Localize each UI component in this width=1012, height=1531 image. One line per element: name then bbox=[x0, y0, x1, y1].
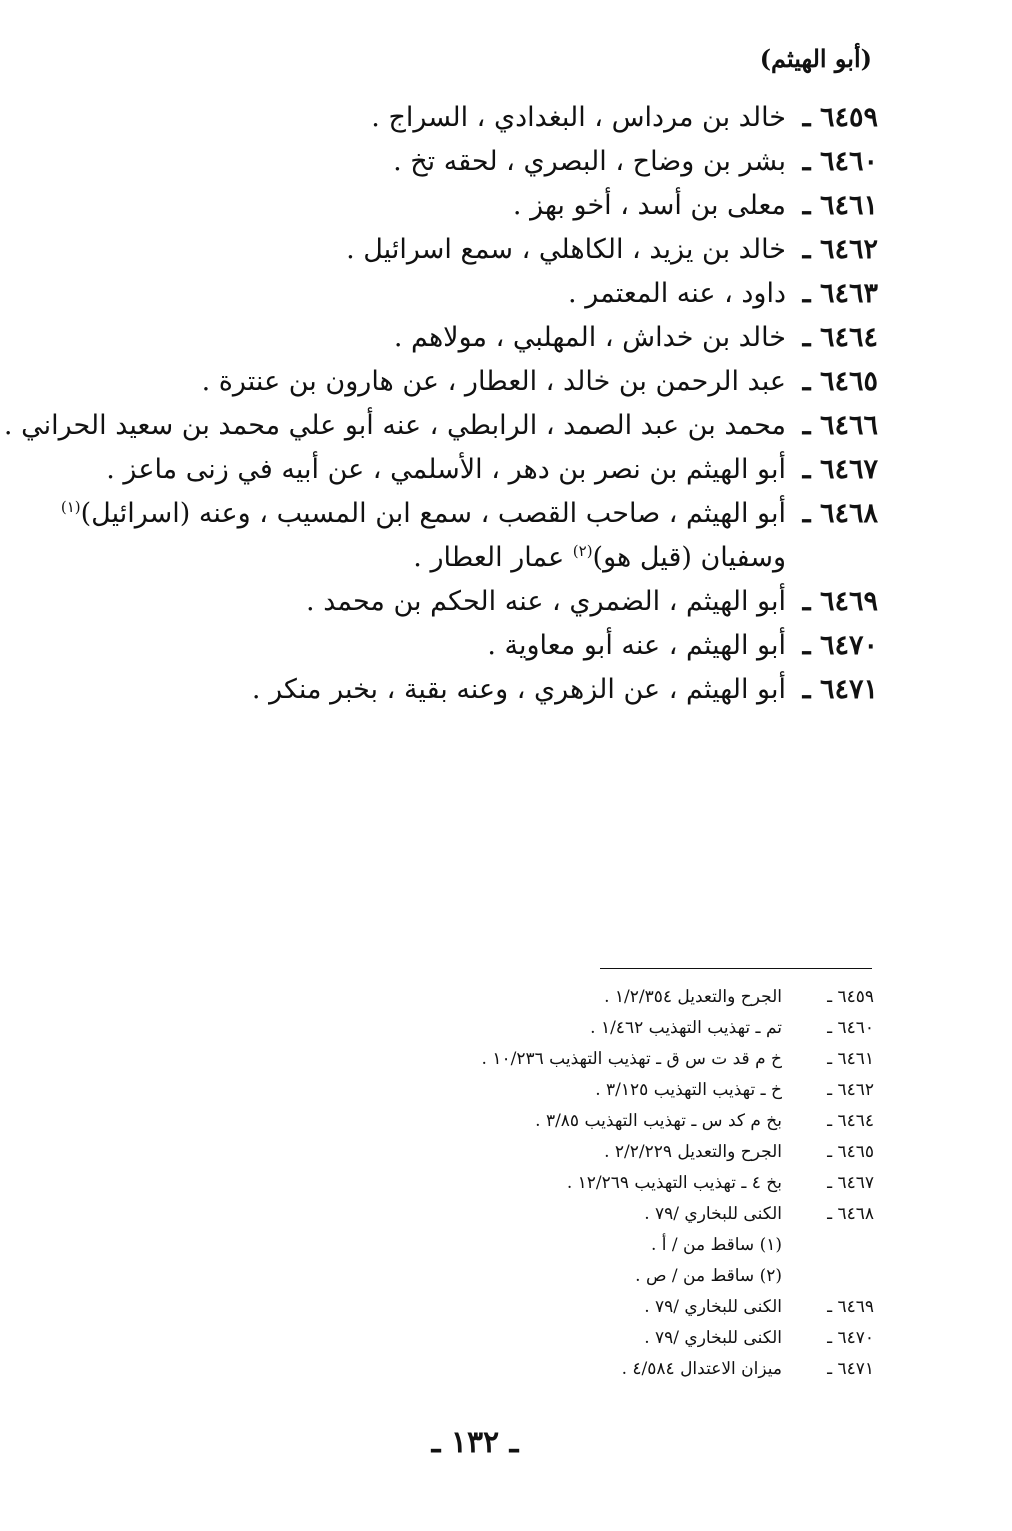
entry-number: ٦٤٦٤ ـ bbox=[802, 322, 878, 353]
footnote-number: ٦٤٦٢ ـ bbox=[827, 1080, 874, 1100]
footnote-number: ٦٤٦٩ ـ bbox=[827, 1297, 874, 1317]
footnote-number bbox=[782, 1261, 874, 1292]
entry-text: أبو الهيثم ، صاحب القصب ، سمع ابن المسيب ، وعنه (اسرائيل) bbox=[80, 498, 786, 529]
footnote-marker: (٢) bbox=[572, 542, 593, 560]
footnote-text: الجرح والتعديل ١/٢/٣٥٤ . bbox=[604, 987, 782, 1007]
entry-number: ٦٤٦٣ ـ bbox=[802, 278, 878, 309]
footnote-divider bbox=[600, 968, 872, 969]
entry-6469 bbox=[58, 580, 878, 624]
footnote bbox=[254, 1013, 874, 1044]
footnote-text: الكنى للبخاري /٧٩ . bbox=[644, 1328, 782, 1348]
footnote-text: الكنى للبخاري /٧٩ . bbox=[644, 1297, 782, 1317]
entry-number: ٦٤٥٩ ـ bbox=[802, 102, 878, 133]
entries-list bbox=[3, 96, 878, 712]
entry-6470 bbox=[58, 624, 878, 668]
footnote bbox=[254, 1199, 874, 1230]
footnote-number: ٦٤٧٠ ـ bbox=[827, 1328, 874, 1348]
footnote-text: خ م قد ت س ق ـ تهذيب التهذيب ١٠/٢٣٦ . bbox=[481, 1049, 782, 1069]
entry-text-block bbox=[58, 492, 786, 580]
entry-text: خالد بن يزيد ، الكاهلي ، سمع اسرائيل . bbox=[346, 234, 786, 265]
footnote-number: ٦٤٦٧ ـ bbox=[827, 1173, 874, 1193]
entry-text: أبو الهيثم ، الضمري ، عنه الحكم بن محمد . bbox=[306, 586, 786, 617]
footnote-text: (١) ساقط من / أ . bbox=[650, 1235, 782, 1255]
footnote bbox=[254, 1168, 874, 1199]
entry-number: ٦٤٦٩ ـ bbox=[802, 586, 878, 617]
entry-number: ٦٤٦٧ ـ bbox=[802, 454, 878, 485]
entry-text: معلى بن أسد ، أخو بهز . bbox=[512, 190, 786, 221]
footnote-text: الكنى للبخاري /٧٩ . bbox=[644, 1204, 782, 1224]
entry-text: أبو الهيثم بن نصر بن دهر ، الأسلمي ، عن أبيه في زنى ماعز . bbox=[106, 454, 786, 485]
footnote-number: ٦٤٦٠ ـ bbox=[827, 1018, 874, 1038]
footnote-marker: (١) bbox=[60, 498, 81, 516]
footnote-number: ٦٤٥٩ ـ bbox=[827, 987, 874, 1007]
entry-6464 bbox=[58, 316, 878, 360]
footnote bbox=[254, 1075, 874, 1106]
footnote bbox=[254, 1323, 874, 1354]
entry-6461 bbox=[58, 184, 878, 228]
entry-6468 bbox=[58, 492, 878, 580]
entry-text: محمد بن عبد الصمد ، الرابطي ، عنه أبو علي محمد بن سعيد الحراني . bbox=[3, 410, 786, 441]
entry-6463 bbox=[58, 272, 878, 316]
footnote bbox=[254, 1044, 874, 1075]
footnote-text: (٢) ساقط من / ص . bbox=[635, 1266, 782, 1286]
entry-text: عبد الرحمن بن خالد ، العطار ، عن هارون بن عنترة . bbox=[201, 366, 786, 397]
footnote-text: بخ م كد س ـ تهذيب التهذيب ٣/٨٥ . bbox=[535, 1111, 782, 1131]
entry-continuation bbox=[58, 536, 786, 580]
entry-number: ٦٤٦١ ـ bbox=[802, 190, 878, 221]
entry-6459 bbox=[58, 96, 878, 140]
entry-text: خالد بن خداش ، المهلبي ، مولاهم . bbox=[393, 322, 786, 353]
page-number: ـ ١٣٢ ـ bbox=[431, 1425, 519, 1460]
entry-text: أبو الهيثم ، عنه أبو معاوية . bbox=[487, 630, 786, 661]
footnote bbox=[254, 1137, 874, 1168]
entry-6471 bbox=[58, 668, 878, 712]
footnote bbox=[254, 982, 874, 1013]
footnotes-list bbox=[254, 982, 874, 1385]
entry-text: عمار العطار . bbox=[413, 542, 573, 573]
footnote-text: ميزان الاعتدال ٤/٥٨٤ . bbox=[621, 1359, 782, 1379]
entry-number: ٦٤٦٢ ـ bbox=[802, 234, 878, 265]
entry-number: ٦٤٦٠ ـ bbox=[802, 146, 878, 177]
entry-number: ٦٤٦٥ ـ bbox=[802, 366, 878, 397]
footnote-text: الجرح والتعديل ٢/٢/٢٢٩ . bbox=[604, 1142, 782, 1162]
entry-6467 bbox=[58, 448, 878, 492]
footnote bbox=[254, 1106, 874, 1137]
entry-number: ٦٤٧٠ ـ bbox=[802, 630, 878, 661]
footnote bbox=[254, 1354, 874, 1385]
entry-text: وسفيان (قيل هو) bbox=[592, 542, 786, 573]
entry-6466 bbox=[3, 404, 878, 448]
entry-6465 bbox=[58, 360, 878, 404]
footnote-number: ٦٤٦١ ـ bbox=[827, 1049, 874, 1069]
footnote-subnote bbox=[254, 1261, 874, 1292]
footnote-number: ٦٤٧١ ـ bbox=[827, 1359, 874, 1379]
footnote bbox=[254, 1292, 874, 1323]
footnote-text: خ ـ تهذيب التهذيب ٣/١٢٥ . bbox=[595, 1080, 782, 1100]
entry-6460 bbox=[58, 140, 878, 184]
entry-6462 bbox=[58, 228, 878, 272]
entry-text: خالد بن مرداس ، البغدادي ، السراج . bbox=[371, 102, 786, 133]
entry-number: ٦٤٧١ ـ bbox=[802, 674, 878, 705]
entry-text: داود ، عنه المعتمر . bbox=[568, 278, 786, 309]
footnote-text: بخ ٤ ـ تهذيب التهذيب ١٢/٢٦٩ . bbox=[566, 1173, 782, 1193]
entry-number: ٦٤٦٨ ـ bbox=[802, 498, 878, 529]
footnote-number: ٦٤٦٤ ـ bbox=[827, 1111, 874, 1131]
footnote-number: ٦٤٦٥ ـ bbox=[827, 1142, 874, 1162]
footnote-number: ٦٤٦٨ ـ bbox=[827, 1204, 874, 1224]
entry-text: بشر بن وضاح ، البصري ، لحقه تخ . bbox=[393, 146, 786, 177]
running-header: (أبو الهيثم) bbox=[759, 44, 872, 73]
footnote-subnote bbox=[254, 1230, 874, 1261]
footnote-text: تم ـ تهذيب التهذيب ١/٤٦٢ . bbox=[590, 1018, 782, 1038]
entry-number: ٦٤٦٦ ـ bbox=[802, 410, 878, 441]
entry-text: أبو الهيثم ، عن الزهري ، وعنه بقية ، بخبر منكر . bbox=[251, 674, 786, 705]
footnote-number bbox=[782, 1230, 874, 1261]
